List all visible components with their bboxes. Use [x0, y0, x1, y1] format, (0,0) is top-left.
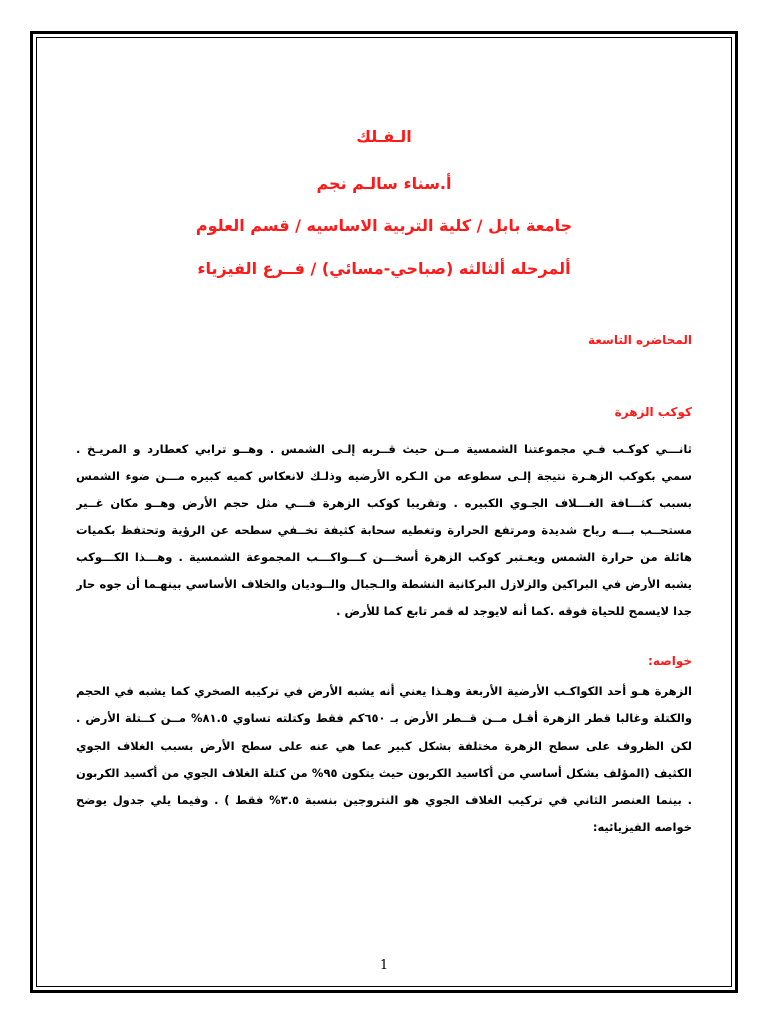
properties-line-3: لكن الظروف على سطح الزهرة مختلفة بشكل كبير عما هي عنه على سطح الأرض بسبب الغلاف الجوي — [76, 739, 692, 753]
author-name: أ.سناء سالـم نجم — [316, 174, 452, 193]
section-heading-venus: كوكب الزهرة — [614, 405, 692, 419]
page-number: 1 — [379, 958, 389, 973]
venus-line-3: بسبب كثـــافة الغـــلاف الجـوي الكبيره . وتقريبا كوكب الزهرة فـــي مثل حجم الأرض وهــو مكان غــير — [76, 496, 692, 510]
properties-line-6: خواصه الفيزيائيه: — [592, 820, 692, 834]
stage-branch: ألمرحله ألثالثه (صباحي-مسائي) / فــرع الفيزياء — [197, 259, 571, 278]
document-body — [76, 0, 692, 1024]
properties-line-4: الكثيف (المؤلف بشكل أساسي من أكاسيد الكربون حيث يتكون ٩٥% من كتلة الغلاف الجوي من أكسيد الكربون — [76, 766, 692, 780]
properties-line-5: . بينما العنصر الثاني في تركيب الغلاف الجوي هو النتروجين بنسبة ٣.٥% فقط ) . وفيما يلي جدول يوضح — [76, 793, 692, 807]
properties-line-2: والكتلة وغالبا قطر الزهرة أقـل مــن قــطر الأرض بـ ٦٥٠كم فقط وكتلته تساوي ٨١.٥% مــن كــتلة الأرض . — [76, 711, 692, 725]
section-heading-properties: خواصه: — [648, 654, 692, 668]
affiliation: جامعة بابل / كلية التربية الاساسيه / قسم العلوم — [195, 216, 573, 235]
venus-line-2: سمي بكوكب الزهـرة نتيجة إلـى سطوعه من الـكره الأرضيه وذلـك لانعكاس كميه كبيره مـــن ضوء الشمس — [76, 469, 692, 483]
properties-line-1: الزهرة هـو أحد الكواكـب الأرضية الأربعة وهـذا يعني أنه يشبه الأرض في تركيبه الصخري كما يشبه في الحجم — [76, 684, 692, 698]
venus-line-1: ثانـــي كوكـب فـي مجموعتنا الشمسية مــن حيث قــربه إلـى الشمس . وهــو ترابي كعطارد و المريـخ . — [76, 442, 692, 456]
venus-line-4: مستحــب بـــه رياح شديدة ومرتفع الحرارة وتغطيه سحابة كثيفة تخــفي سطحه عن الرؤية وتحتفظ بكميات — [76, 523, 692, 537]
venus-line-6: يشبه الأرض في البراكين والزلازل البركانية النشطة والـجبال والــوديان والخلاف الأساسي بينهـما أن جوه حار — [76, 577, 692, 591]
venus-line-5: هائلة من حرارة الشمس ويعـتبر كوكب الزهرة أسخـــن كـــواكـــب المجموعة الشمسية . وهـــذا الكـــوكب — [76, 550, 692, 564]
venus-line-7: جدا لايسمح للحياة فوقه .كما أنه لايوجد له قمر تابع كما للأرض . — [336, 604, 692, 618]
lecture-label: المحاضره التاسعة — [587, 333, 692, 347]
document-title: الـفـلك — [356, 127, 412, 146]
